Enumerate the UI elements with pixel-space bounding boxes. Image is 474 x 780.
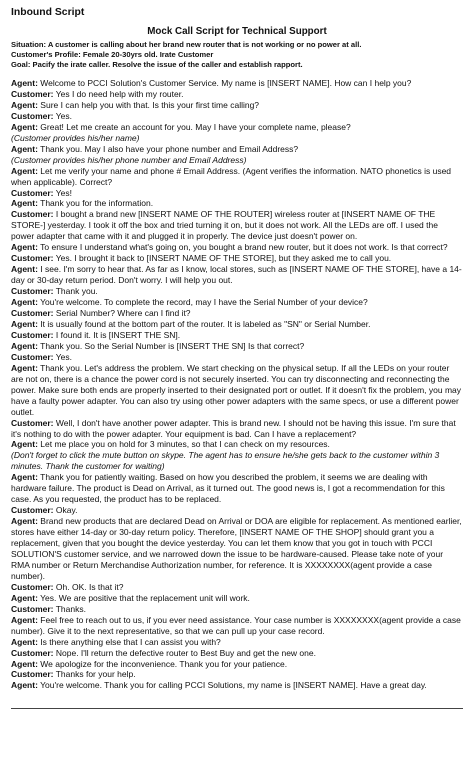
speaker-label: Agent: [11,198,38,209]
speaker-label: Agent: [11,592,38,603]
speaker-label: Customer: [11,187,54,198]
line-text: Thank you. May I also have your phone number and Email Address? [40,143,299,154]
script-line [11,319,463,330]
script-line [11,330,463,341]
speaker-label: Agent: [11,636,38,647]
speaker-label: Agent: [11,472,38,483]
line-text: Yes I do need help with my router. [55,88,184,99]
script-line [11,264,463,286]
situation-text: A customer is calling about her brand new router that is not working or no power at all. [47,40,362,49]
line-text: Great! Let me create an account for you. May I have your complete name, please? [40,121,351,132]
line-text: Thank you for the information. [40,198,154,209]
profile-label: Customer's Profile: [11,50,81,59]
speaker-label: Agent: [11,78,38,88]
script-line [11,439,463,450]
speaker-label: Customer: [11,253,54,264]
line-text: Yes. I brought it back to [INSERT NAME OF THE STORE], but they asked me to call you. [55,253,392,264]
speaker-label: Agent: [11,264,38,275]
line-text: Oh. OK. Is that it? [55,581,124,592]
speaker-label: Customer: [11,417,54,428]
script-line [11,680,463,691]
script-line [11,308,463,319]
speaker-label: Agent: [11,165,38,176]
goal-line [11,60,463,70]
speaker-label: Customer: [11,110,54,121]
line-text: Let me verify your name and phone # Email Address. (Agent verifies the information. NATO phonetics is used when applicable). Correct? [11,165,452,187]
speaker-label: Agent: [11,340,38,351]
script-line [11,505,463,516]
script-line [11,89,463,100]
script-line [11,242,463,253]
line-text: Yes. We are positive that the replacement unit will work. [40,592,250,603]
speaker-label: Customer: [11,669,54,680]
line-text: Serial Number? Where can I find it? [55,308,191,319]
speaker-label: Agent: [11,614,38,625]
line-text: I see. I'm sorry to hear that. As far as I know, local stores, such as [INSERT NAME OF THE STORE], have a 14-day or 30-day return period. Don't worry. I will help you out. [11,264,462,286]
goal-text: Pacify the irate caller. Resolve the issue of the caller and establish rapport. [32,60,303,69]
goal-label: Goal: [11,60,31,69]
profile-line [11,50,463,60]
line-text: I bought a brand new [INSERT NAME OF THE ROUTER] wireless router at [INSERT NAME OF THE STORE-] yesterday. I took it off the box and tried turning it on, but it does not work. All the LEDs are off. I used the power adapter that came with it and plugged it in properly. The device just doesn't power on. [11,209,438,242]
script-line [11,516,463,582]
line-text: Thank you. Let's address the problem. We start checking on the physical setup. If all the LEDs on your router are not on, there is a chance the power cord is not securely inserted. You can try disconnecting and reconnecting the power. Make sure both ends are properly inserted to their designated port or outlet. If it doesn't fix the problem, you may have a faulty power adapter. You can also try using other power adapters with the same specs, or use a different power outlet. [11,362,462,417]
script-line [11,111,463,122]
speaker-label: Customer: [11,329,54,340]
speaker-label: Agent: [11,318,38,329]
line-text: Feel free to reach out to us, if you ever need assistance. Your case number is XXXXXXXX(agent provide a case number). Give it to the next representative, so that we can pull up your case record. [11,614,461,636]
script-line [11,144,463,155]
line-text: Welcome to PCCI Solution's Customer Service. My name is [INSERT NAME]. How can I help you? [40,78,412,88]
speaker-label: Customer: [11,581,54,592]
script-line [11,582,463,593]
speaker-label: Customer: [11,647,54,658]
script-line [11,604,463,615]
script-line [11,188,463,199]
speaker-label: Customer: [11,308,54,319]
line-text: Yes! [55,187,72,198]
speaker-label: Customer: [11,505,54,516]
speaker-label: Customer: [11,209,54,220]
line-text: Thank you. So the Serial Number is [INSERT THE SN] Is that correct? [40,340,305,351]
line-text: Thanks. [55,603,86,614]
script-line [11,637,463,648]
script-line [11,253,463,264]
speaker-label: Customer: [11,286,54,297]
stage-direction: (Customer provides his/her phone number and Email Address) [11,154,247,165]
speaker-label: Customer: [11,88,54,99]
line-text: Is there anything else that I can assist you with? [40,636,221,647]
line-text: Brand new products that are declared Dead on Arrival or DOA are eligible for replacement. As mentioned earlier, stores have either 14-day or 30-day return policy. Therefore, [INSERT NAME OF THE SHOP] should grant you a replacement, given that you bought the device yesterday. You can let them know that you got in touch with PCCI SOLUTION'S customer service, and we narrowed down the issue to be hardware-caused. Please take note of your RMA number or Return Merchandise Authorization number, for reference. It is XXXXXXXX(agent provide a case number). [11,516,462,581]
line-text: Thank you for patiently waiting. Based on how you described the problem, it seems we are dealing with hardware failure. The product is Dead on Arrival, as it turned out. The good news is, I got a recommendation for this case. As you requested, the product has to be replaced. [11,472,445,505]
script-line [11,418,463,440]
speaker-label: Agent: [11,143,38,154]
script-line [11,297,463,308]
script-line [11,450,463,472]
script-line [11,615,463,637]
line-text: You're welcome. To complete the record, may I have the Serial Number of your device? [40,297,368,308]
script-line [11,78,463,89]
script-line [11,648,463,659]
line-text: To ensure I understand what's going on, you bought a brand new router, but it does not work. Is that correct? [40,242,448,253]
line-text: Let me place you on hold for 3 minutes, so that I can check on my resources. [40,439,330,450]
script-line [11,341,463,352]
situation-line [11,40,463,50]
speaker-label: Agent: [11,242,38,253]
script-line [11,352,463,363]
speaker-label: Agent: [11,99,38,110]
speaker-label: Agent: [11,516,38,527]
line-text: It is usually found at the bottom part of the router. It is labeled as "SN" or Serial Number. [40,318,371,329]
line-text: Yes. [55,110,72,121]
script-line [11,593,463,604]
line-text: Thank you. [55,286,98,297]
line-text: Nope. I'll return the defective router to Best Buy and get the new one. [55,647,316,658]
speaker-label: Agent: [11,439,38,450]
script-line [11,133,463,144]
speaker-label: Agent: [11,680,38,691]
script-line [11,669,463,680]
script-line [11,122,463,133]
script-line [11,363,463,418]
bottom-rule [11,708,463,709]
stage-direction: (Customer provides his/her name) [11,132,140,143]
line-text: Well, I don't have another power adapter. This is brand new. I should not be having this issue. I'm sure that it's nothing to do with the power adapter. Your equipment is bad. Can I have a replacement? [11,417,456,439]
stage-direction: (Don't forget to click the mute button on skype. The agent has to ensure he/she gets back to the customer within 3 minutes. Thank the customer for waiting) [11,450,440,472]
profile-text: Female 20-30yrs old. Irate Customer [82,50,214,59]
document-header-title: Inbound Script [11,7,85,18]
script-line [11,659,463,670]
line-text: Okay. [55,505,78,516]
script-line [11,472,463,505]
line-text: You're welcome. Thank you for calling PCCI Solutions, my name is [INSERT NAME]. Have a great day. [40,680,427,691]
script-meta [11,40,463,70]
line-text: Yes. [55,351,72,362]
script-line [11,100,463,111]
situation-label: Situation: [11,40,47,49]
script-line [11,286,463,297]
script-line [11,209,463,242]
line-text: I found it. It is [INSERT THE SN]. [55,329,181,340]
script-title: Mock Call Script for Technical Support [147,26,327,37]
line-text: Sure I can help you with that. Is this your first time calling? [40,99,260,110]
script-line [11,198,463,209]
script-line [11,155,463,166]
call-script [11,78,463,691]
speaker-label: Customer: [11,351,54,362]
line-text: We apologize for the inconvenience. Thank you for your patience. [40,658,288,669]
speaker-label: Agent: [11,297,38,308]
speaker-label: Agent: [11,362,38,373]
speaker-label: Customer: [11,603,54,614]
speaker-label: Agent: [11,121,38,132]
line-text: Thanks for your help. [55,669,136,680]
script-line [11,166,463,188]
speaker-label: Agent: [11,658,38,669]
